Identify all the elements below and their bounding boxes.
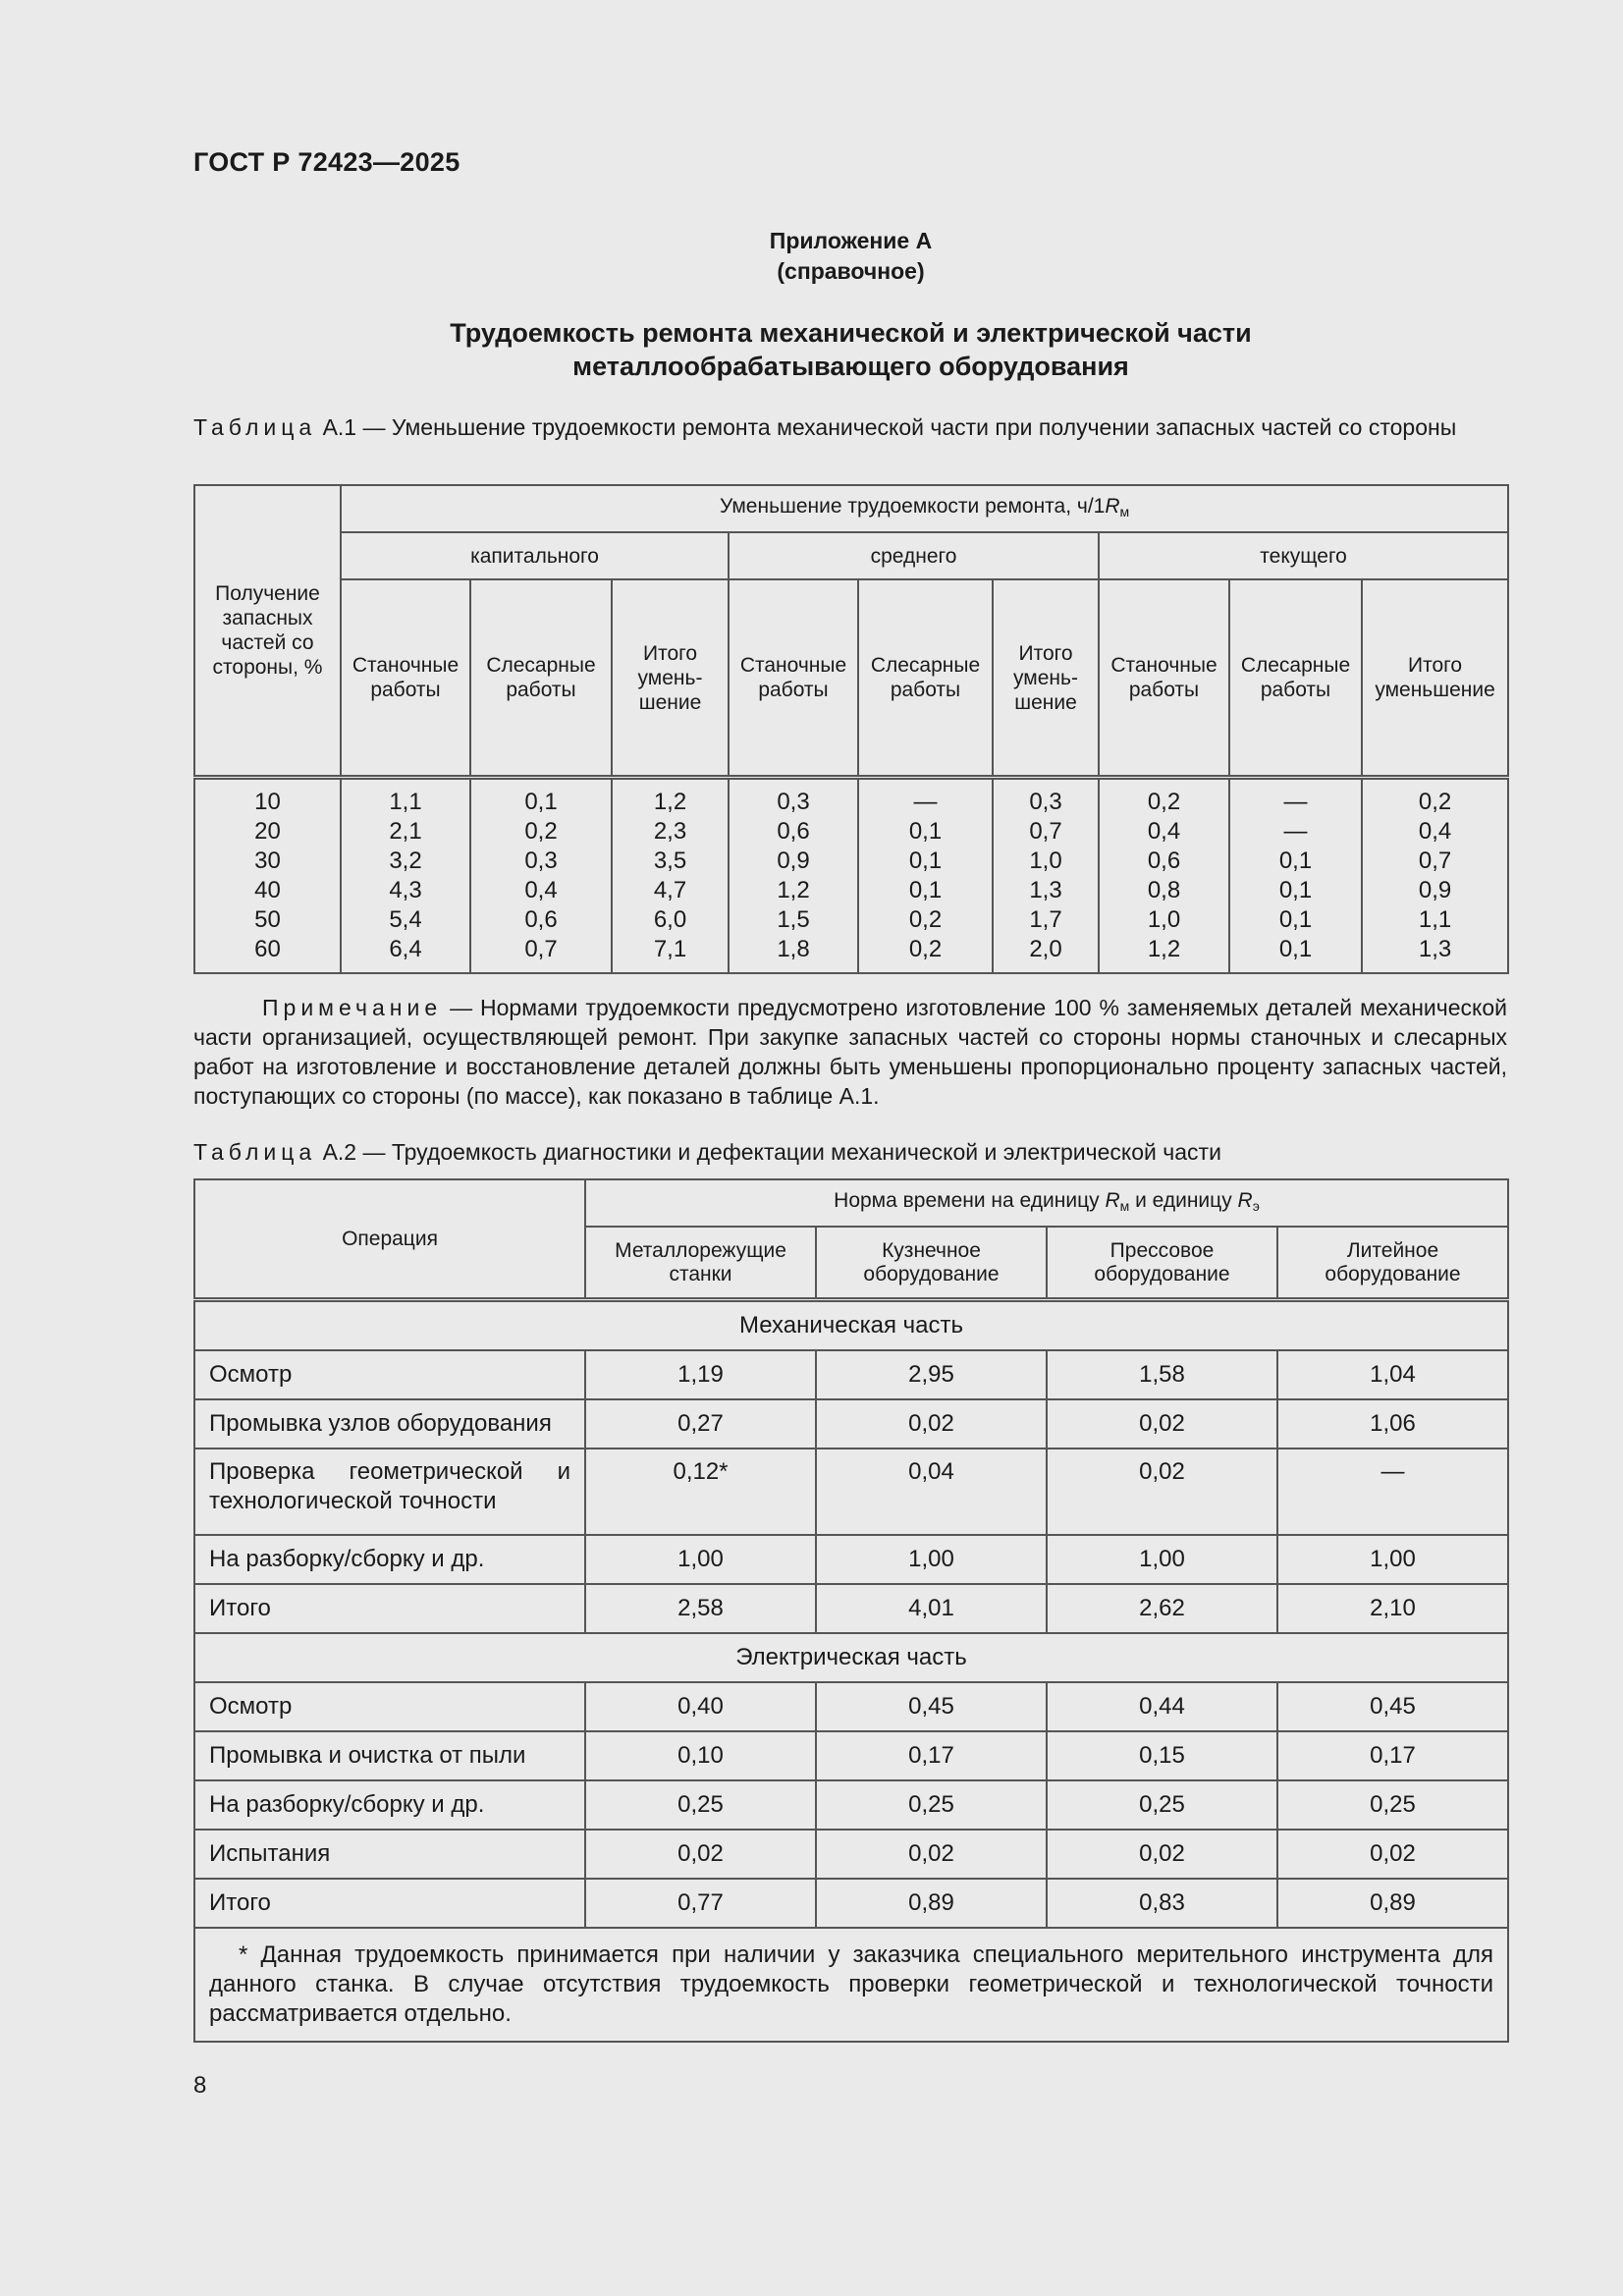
value-cell: 0,25: [816, 1780, 1047, 1830]
table-row: [194, 1535, 1508, 1584]
norm-header-mid: и единицу: [1129, 1188, 1238, 1212]
cell-value: 0,7: [1418, 847, 1452, 874]
cell-value: 0,1: [1278, 906, 1313, 933]
table-row: [194, 1449, 1508, 1535]
value-cell: 2,10: [1277, 1584, 1508, 1633]
cell-value: 0,6: [524, 906, 558, 933]
norm-header-symbol-2: R: [1237, 1188, 1253, 1212]
value-cell: 2,95: [816, 1350, 1047, 1399]
cell-value: 2,1: [389, 818, 422, 845]
value-cell: 0,15: [1047, 1731, 1277, 1780]
value-cell: 2,62: [1047, 1584, 1277, 1633]
table-row: [194, 1350, 1508, 1399]
section-title: Электрическая часть: [194, 1633, 1508, 1682]
value-cell: 0,45: [816, 1682, 1047, 1731]
value-cell: 1,58: [1047, 1350, 1277, 1399]
table1-note: [193, 993, 1507, 1111]
section-title: Механическая часть: [194, 1300, 1508, 1351]
operation-label: Проверка геометрической и технологической точности: [194, 1449, 585, 1535]
value-cell: 4,01: [816, 1584, 1047, 1633]
operation-label: Итого: [194, 1879, 585, 1928]
cell-value: 1,1: [1418, 906, 1452, 933]
cell-value: 0,9: [777, 847, 810, 874]
table-a1: [193, 484, 1509, 974]
cell-value: —: [913, 789, 938, 815]
norm-header-pre: Норма времени на единицу: [834, 1188, 1106, 1212]
subgroup-header: текущего: [1099, 532, 1508, 579]
operation-label: На разборку/сборку и др.: [194, 1780, 585, 1830]
appendix-heading: [0, 226, 1623, 287]
cell-value: 0,1: [524, 789, 558, 815]
cell-value: 1,3: [1418, 936, 1452, 962]
cell-value: 3,2: [389, 847, 422, 874]
cell-value: 1,5: [777, 906, 810, 933]
operation-label: Осмотр: [194, 1682, 585, 1731]
table2-caption: [193, 1137, 1507, 1167]
value-cell: 0,02: [816, 1830, 1047, 1879]
cell-value: 7,1: [653, 936, 687, 962]
value-cell: 0,25: [1277, 1780, 1508, 1830]
value-column: [612, 778, 729, 974]
value-cell: 0,89: [816, 1879, 1047, 1928]
cell-value: 0,4: [1147, 818, 1181, 845]
norm-header: [585, 1179, 1508, 1227]
cell-value: 1,0: [1029, 847, 1062, 874]
value-cell: 0,02: [585, 1830, 816, 1879]
value-cell: 1,06: [1277, 1399, 1508, 1449]
cell-value: 4,3: [389, 877, 422, 903]
cell-value: 0,6: [1147, 847, 1181, 874]
table-row: [194, 1731, 1508, 1780]
group-header-symbol: R: [1105, 494, 1120, 518]
cell-value: 0,3: [1029, 789, 1062, 815]
operation-label: Осмотр: [194, 1350, 585, 1399]
cell-value: 1,3: [1029, 877, 1062, 903]
value-cell: 2,58: [585, 1584, 816, 1633]
cell-value: 1,2: [1147, 936, 1181, 962]
value-cell: 0,10: [585, 1731, 816, 1780]
note-text: — Нормами трудоемкости предусмотрено изготовление 100 % заменяемых деталей механической части организацией, осуществляющей ремонт. При закупке запасных частей со стороны нормы станочных и слесарных работ на изготовление и восстановление деталей должны быть уменьшены пропорционально проценту запасных частей, поступающих со стороны (по массе), как показано в таблице А.1.: [193, 995, 1507, 1109]
cell-value: 0,1: [1278, 877, 1313, 903]
footnote: * Данная трудоемкость принимается при наличии у заказчика специального мерительного инструмента для данного станка. В случае отсутствия трудоемкость проверки геометрической и технологической точности рассматривается отдельно.: [194, 1928, 1508, 2042]
column-header: Слесарные работы: [858, 579, 993, 778]
cell-value: 0,1: [908, 877, 943, 903]
cell-value: 6,4: [389, 936, 422, 962]
value-cell: 0,77: [585, 1879, 816, 1928]
cell-value: 0,7: [1029, 818, 1062, 845]
value-cell: —: [1277, 1449, 1508, 1535]
value-column: [858, 778, 993, 974]
note-label: Примечание: [262, 995, 443, 1020]
standard-header: ГОСТ Р 72423—2025: [193, 147, 460, 177]
title-line-2: металлообрабатывающего оборудования: [572, 352, 1129, 381]
value-cell: 0,02: [1047, 1449, 1277, 1535]
value-cell: 0,02: [816, 1399, 1047, 1449]
table2-caption-label: Таблица: [193, 1139, 317, 1165]
value-cell: 1,00: [816, 1535, 1047, 1584]
cell-value: 0,2: [1418, 789, 1452, 815]
group-header-sub: м: [1119, 503, 1130, 519]
operation-label: Промывка узлов оборудования: [194, 1399, 585, 1449]
value-cell: 0,25: [585, 1780, 816, 1830]
value-column: [993, 778, 1099, 974]
value-cell: 0,04: [816, 1449, 1047, 1535]
table-row: [194, 1399, 1508, 1449]
value-cell: 1,00: [585, 1535, 816, 1584]
cell-value: 40: [254, 877, 281, 903]
column-header: Слесарные работы: [470, 579, 612, 778]
cell-value: 0,3: [524, 847, 558, 874]
value-column: [1229, 778, 1362, 974]
table-a2: [193, 1178, 1509, 2043]
value-cell: 1,00: [1277, 1535, 1508, 1584]
cell-value: —: [1283, 789, 1308, 815]
table-row: [194, 778, 1508, 974]
value-cell: 1,04: [1277, 1350, 1508, 1399]
table-row: [194, 1830, 1508, 1879]
footnote-row: [194, 1928, 1508, 2042]
value-cell: 0,40: [585, 1682, 816, 1731]
value-cell: 0,02: [1047, 1399, 1277, 1449]
table1-caption: [193, 412, 1507, 442]
cell-value: 0,2: [1147, 789, 1181, 815]
norm-header-sub-1: м: [1119, 1197, 1130, 1214]
column-header: Станочные работы: [1099, 579, 1229, 778]
cell-value: 1,2: [777, 877, 810, 903]
value-column: [470, 778, 612, 974]
cell-value: 5,4: [389, 906, 422, 933]
value-column: [1362, 778, 1508, 974]
cell-value: 4,7: [653, 877, 687, 903]
norm-header-sub-2: э: [1252, 1197, 1260, 1214]
value-cell: 1,00: [1047, 1535, 1277, 1584]
column-header: Станочные работы: [341, 579, 470, 778]
value-cell: 0,83: [1047, 1879, 1277, 1928]
cell-value: 2,3: [653, 818, 687, 845]
cell-value: 0,8: [1147, 877, 1181, 903]
operation-label: На разборку/сборку и др.: [194, 1535, 585, 1584]
column-header: Прессовое оборудование: [1047, 1227, 1277, 1300]
column-header: Металлорежущие станки: [585, 1227, 816, 1300]
value-cell: 0,02: [1277, 1830, 1508, 1879]
cell-value: 20: [254, 818, 281, 845]
cell-value: 2,0: [1029, 936, 1062, 962]
cell-value: —: [1283, 818, 1308, 845]
column-header: Слесарные работы: [1229, 579, 1362, 778]
cell-value: 0,9: [1418, 877, 1452, 903]
value-column: [341, 778, 470, 974]
document-title: [0, 316, 1623, 383]
table1-caption-text: А.1 — Уменьшение трудоемкости ремонта механической части при получении запасных частей со стороны: [322, 414, 1457, 440]
cell-value: 1,0: [1147, 906, 1181, 933]
operation-label: Испытания: [194, 1830, 585, 1879]
table2-caption-text: А.2 — Трудоемкость диагностики и дефектации механической и электрической части: [322, 1139, 1221, 1165]
operation-label: Итого: [194, 1584, 585, 1633]
cell-value: 0,1: [1278, 847, 1313, 874]
page-number: 8: [193, 2072, 207, 2099]
group-header: [341, 485, 1508, 532]
value-cell: 0,02: [1047, 1830, 1277, 1879]
operation-label: Промывка и очистка от пыли: [194, 1731, 585, 1780]
cell-value: 10: [254, 789, 281, 815]
cell-value: 0,7: [524, 936, 558, 962]
cell-value: 0,4: [1418, 818, 1452, 845]
cell-value: 0,2: [524, 818, 558, 845]
value-cell: 0,17: [816, 1731, 1047, 1780]
norm-header-symbol-1: R: [1105, 1188, 1120, 1212]
value-cell: 0,44: [1047, 1682, 1277, 1731]
cell-value: 0,1: [908, 847, 943, 874]
cell-value: 1,7: [1029, 906, 1062, 933]
column-header: Кузнечное оборудование: [816, 1227, 1047, 1300]
cell-value: 1,1: [389, 789, 422, 815]
cell-value: 3,5: [653, 847, 687, 874]
value-cell: 0,25: [1047, 1780, 1277, 1830]
table-row: [194, 1780, 1508, 1830]
subgroup-header: среднего: [729, 532, 1099, 579]
value-column: [1099, 778, 1229, 974]
cell-value: 1,8: [777, 936, 810, 962]
section-row: [194, 1300, 1508, 1351]
cell-value: 30: [254, 847, 281, 874]
table-row: [194, 1584, 1508, 1633]
value-column: [729, 778, 858, 974]
column-header: Итого уменьшение: [1362, 579, 1508, 778]
cell-value: 1,2: [653, 789, 687, 815]
column-header: Итого умень-шение: [612, 579, 729, 778]
cell-value: 0,3: [777, 789, 810, 815]
table-row: [194, 1879, 1508, 1928]
cell-value: 0,2: [908, 936, 943, 962]
group-header-text: Уменьшение трудоемкости ремонта, ч/1: [719, 494, 1106, 518]
value-cell: 1,19: [585, 1350, 816, 1399]
cell-value: 0,6: [777, 818, 810, 845]
value-cell: 0,12*: [585, 1449, 816, 1535]
cell-value: 0,1: [908, 818, 943, 845]
table-row: [194, 1682, 1508, 1731]
cell-value: 6,0: [653, 906, 687, 933]
value-column: [194, 778, 341, 974]
column-header: Итого умень-шение: [993, 579, 1099, 778]
title-line-1: Трудоемкость ремонта механической и электрической части: [450, 318, 1252, 348]
column-header: Станочные работы: [729, 579, 858, 778]
appendix-title: Приложение А: [769, 228, 933, 253]
cell-value: 50: [254, 906, 281, 933]
subgroup-header: капитального: [341, 532, 729, 579]
appendix-subtitle: (справочное): [777, 258, 925, 284]
column-header: Литейное оборудование: [1277, 1227, 1508, 1300]
table1-caption-label: Таблица: [193, 414, 317, 440]
cell-value: 0,2: [908, 906, 943, 933]
value-cell: 0,89: [1277, 1879, 1508, 1928]
cell-value: 60: [254, 936, 281, 962]
cell-value: 0,1: [1278, 936, 1313, 962]
cell-value: 0,4: [524, 877, 558, 903]
value-cell: 0,17: [1277, 1731, 1508, 1780]
operation-header: Операция: [194, 1179, 585, 1300]
row-header: Получение запасных частей со стороны, %: [194, 485, 341, 778]
value-cell: 0,45: [1277, 1682, 1508, 1731]
section-row: [194, 1633, 1508, 1682]
value-cell: 0,27: [585, 1399, 816, 1449]
